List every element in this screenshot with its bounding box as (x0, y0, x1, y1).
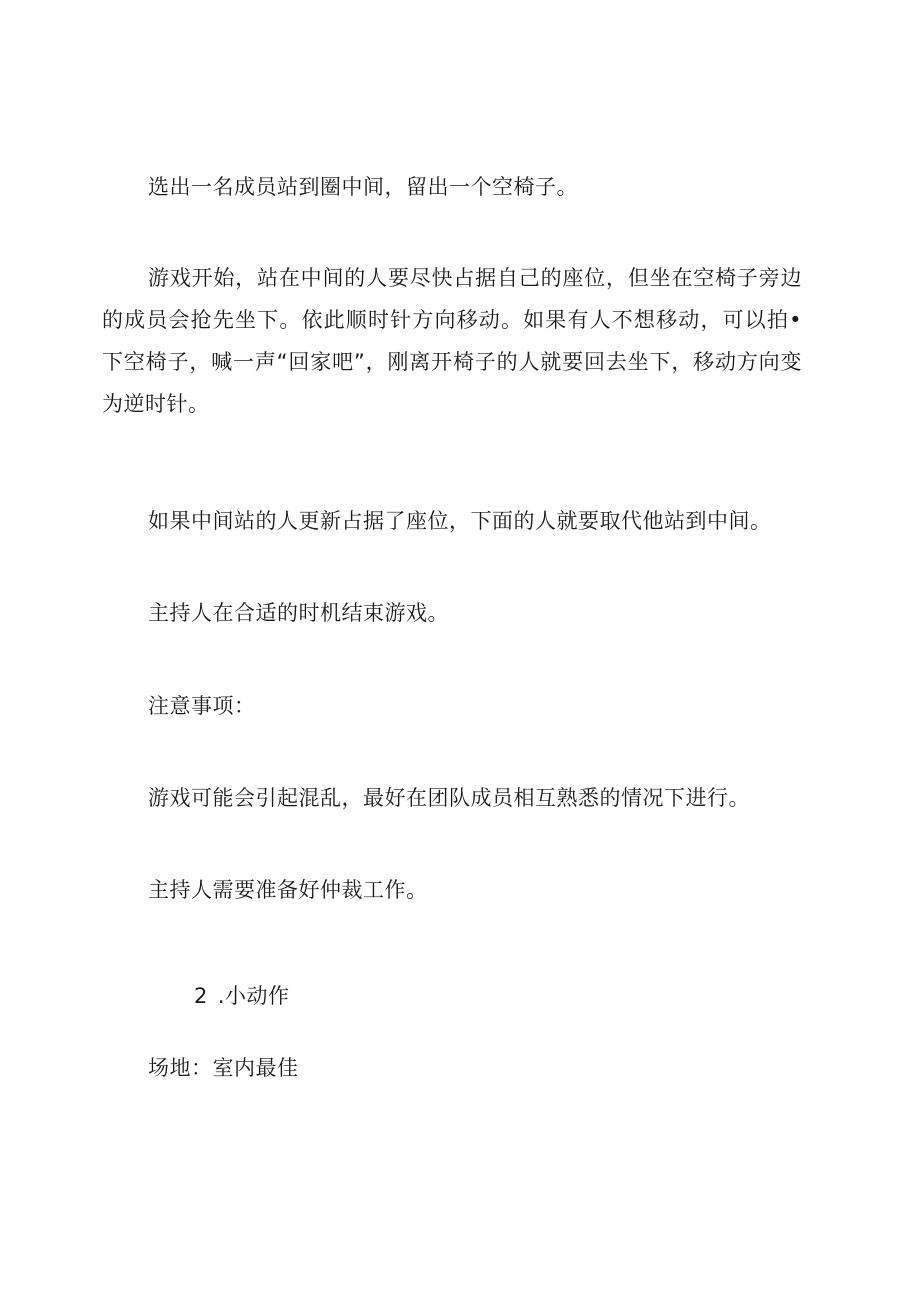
section-number: 2 (194, 984, 208, 1008)
section-heading (102, 979, 802, 1013)
paragraph-replace-middle: 如果中间站的人更新占据了座位，下面的人就要取代他站到中间。 (148, 509, 772, 533)
paragraph-select-member: 选出一名成员站到圈中间，留出一个空椅子。 (148, 175, 578, 199)
paragraph-notes-heading: 注意事项： (148, 694, 256, 718)
paragraph-host-arbitration: 主持人需要准备好仲裁工作。 (148, 878, 428, 902)
paragraph-chaos-warning: 游戏可能会引起混乱，最好在团队成员相互熟悉的情况下进行。 (148, 786, 750, 810)
section-title: .小动作 (217, 984, 290, 1008)
paragraph-venue: 场地：室内最佳 (148, 1056, 299, 1080)
paragraph-host-end: 主持人在合适的时机结束游戏。 (148, 601, 449, 625)
paragraph-game-start: 游戏开始，站在中间的人要尽快占据自己的座位，但坐在空椅子旁边的成员会抢先坐下。依此顺时针方向移动。如果有人不想移动，可以拍•下空椅子，喊一声“回家吧”，刚离开椅子的人就要回去坐下，移动方向变为逆时针。 (102, 266, 802, 416)
